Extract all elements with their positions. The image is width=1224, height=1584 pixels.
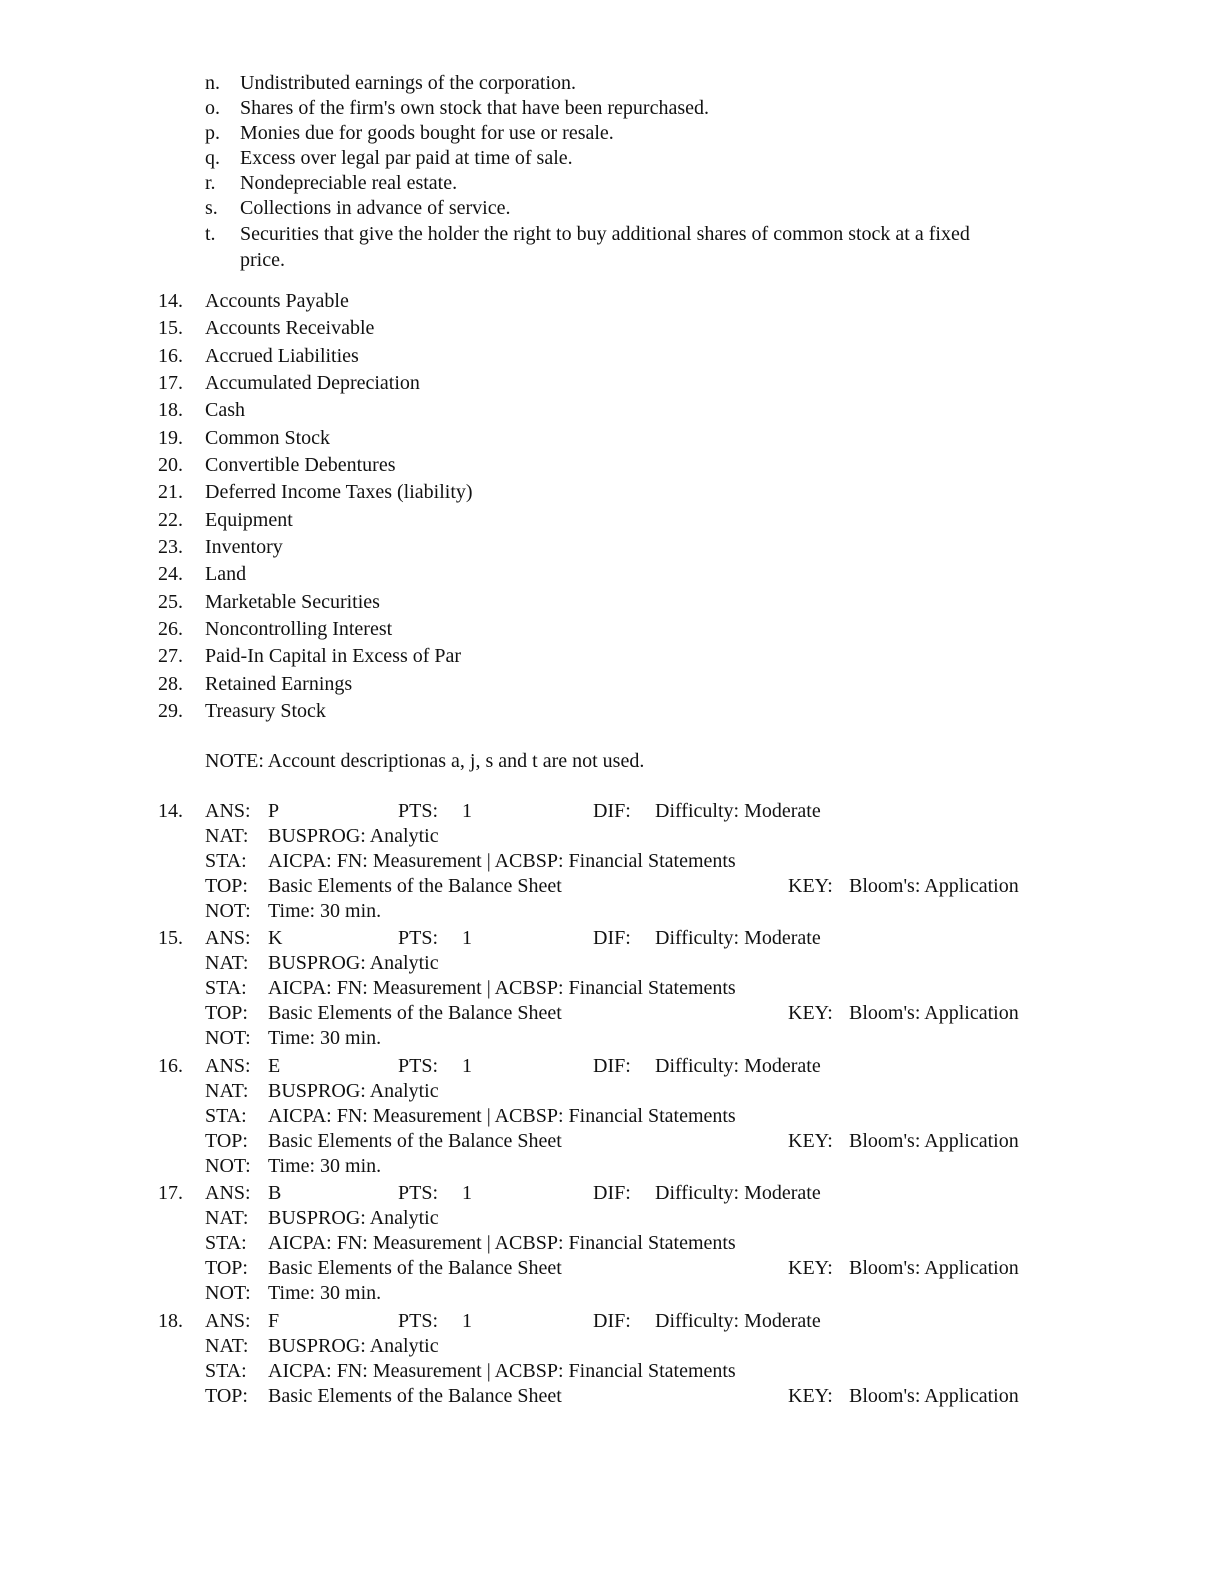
question-number: 16. — [158, 1055, 183, 1077]
question-number: 15. — [158, 927, 183, 949]
answer-block — [0, 925, 1224, 1053]
pts-label: PTS: — [398, 1310, 439, 1332]
not-label: NOT: — [205, 1282, 251, 1304]
description-text: Collections in advance of service. — [240, 197, 511, 219]
account-number: 28. — [158, 673, 183, 695]
top-value: Basic Elements of the Balance Sheet — [268, 1257, 562, 1279]
ans-label: ANS: — [205, 1055, 251, 1077]
sta-value: AICPA: FN: Measurement | ACBSP: Financial Statements — [268, 850, 736, 872]
account-number: 25. — [158, 591, 183, 613]
answer-block — [0, 798, 1224, 926]
nat-value: BUSPROG: Analytic — [268, 1207, 439, 1229]
pts-label: PTS: — [398, 800, 439, 822]
top-label: TOP: — [205, 1257, 248, 1279]
account-number: 22. — [158, 509, 183, 531]
not-value: Time: 30 min. — [268, 1155, 382, 1177]
account-number: 14. — [158, 290, 183, 312]
account-name: Cash — [205, 399, 245, 421]
account-number: 23. — [158, 536, 183, 558]
nat-value: BUSPROG: Analytic — [268, 1080, 439, 1102]
dif-value: Difficulty: Moderate — [655, 927, 821, 949]
key-value: Bloom's: Application — [849, 1002, 1019, 1024]
key-value: Bloom's: Application — [849, 875, 1019, 897]
top-value: Basic Elements of the Balance Sheet — [268, 875, 562, 897]
sta-label: STA: — [205, 1105, 247, 1127]
nat-label: NAT: — [205, 1335, 249, 1357]
account-number: 16. — [158, 345, 183, 367]
ans-value: K — [268, 927, 283, 949]
account-number: 18. — [158, 399, 183, 421]
answer-block — [0, 1053, 1224, 1181]
sta-label: STA: — [205, 1360, 247, 1382]
question-number: 17. — [158, 1182, 183, 1204]
top-value: Basic Elements of the Balance Sheet — [268, 1002, 562, 1024]
account-name: Treasury Stock — [205, 700, 326, 722]
pts-value: 1 — [462, 1310, 472, 1332]
ans-label: ANS: — [205, 800, 251, 822]
account-number: 17. — [158, 372, 183, 394]
top-label: TOP: — [205, 875, 248, 897]
sta-label: STA: — [205, 1232, 247, 1254]
description-text: Nondepreciable real estate. — [240, 172, 458, 194]
ans-label: ANS: — [205, 927, 251, 949]
top-label: TOP: — [205, 1385, 248, 1407]
question-number: 14. — [158, 800, 183, 822]
account-name: Equipment — [205, 509, 293, 531]
not-value: Time: 30 min. — [268, 1282, 382, 1304]
description-letter: p. — [205, 122, 220, 144]
ans-label: ANS: — [205, 1182, 251, 1204]
top-label: TOP: — [205, 1130, 248, 1152]
account-name: Common Stock — [205, 427, 331, 449]
dif-label: DIF: — [593, 927, 631, 949]
dif-label: DIF: — [593, 1182, 631, 1204]
not-value: Time: 30 min. — [268, 1027, 382, 1049]
question-number: 18. — [158, 1310, 183, 1332]
ans-label: ANS: — [205, 1310, 251, 1332]
key-label: KEY: — [788, 1130, 833, 1152]
account-number: 19. — [158, 427, 183, 449]
top-value: Basic Elements of the Balance Sheet — [268, 1130, 562, 1152]
key-label: KEY: — [788, 1002, 833, 1024]
ans-value: P — [268, 800, 280, 822]
sta-value: AICPA: FN: Measurement | ACBSP: Financial Statements — [268, 1232, 736, 1254]
nat-label: NAT: — [205, 825, 249, 847]
description-letter: r. — [205, 172, 216, 194]
dif-label: DIF: — [593, 1055, 631, 1077]
pts-value: 1 — [462, 1182, 472, 1204]
pts-value: 1 — [462, 927, 472, 949]
account-name: Accrued Liabilities — [205, 345, 359, 367]
answer-block — [0, 1180, 1224, 1308]
nat-value: BUSPROG: Analytic — [268, 825, 439, 847]
dif-value: Difficulty: Moderate — [655, 800, 821, 822]
sta-value: AICPA: FN: Measurement | ACBSP: Financial Statements — [268, 1360, 736, 1382]
description-text: Securities that give the holder the right to buy additional shares of common stock at a fixed price. — [240, 223, 970, 271]
description-text: Excess over legal par paid at time of sale. — [240, 147, 573, 169]
account-name: Accounts Payable — [205, 290, 349, 312]
not-label: NOT: — [205, 1155, 251, 1177]
key-label: KEY: — [788, 875, 833, 897]
account-number: 20. — [158, 454, 183, 476]
account-name: Inventory — [205, 536, 283, 558]
account-name: Convertible Debentures — [205, 454, 396, 476]
not-value: Time: 30 min. — [268, 900, 382, 922]
pts-label: PTS: — [398, 927, 439, 949]
nat-label: NAT: — [205, 1080, 249, 1102]
pts-value: 1 — [462, 800, 472, 822]
nat-value: BUSPROG: Analytic — [268, 952, 439, 974]
nat-label: NAT: — [205, 952, 249, 974]
description-letter: o. — [205, 97, 220, 119]
description-text: Monies due for goods bought for use or resale. — [240, 122, 614, 144]
dif-label: DIF: — [593, 1310, 631, 1332]
description-text: Shares of the firm's own stock that have been repurchased. — [240, 97, 710, 119]
note-text: NOTE: Account descriptionas a, j, s and t are not used. — [205, 750, 645, 772]
description-text: Undistributed earnings of the corporation. — [240, 72, 577, 94]
account-name: Marketable Securities — [205, 591, 380, 613]
pts-label: PTS: — [398, 1182, 439, 1204]
description-letter: s. — [205, 197, 218, 219]
dif-value: Difficulty: Moderate — [655, 1182, 821, 1204]
description-letter: t. — [205, 223, 216, 245]
sta-label: STA: — [205, 850, 247, 872]
ans-value: B — [268, 1182, 282, 1204]
key-value: Bloom's: Application — [849, 1385, 1019, 1407]
description-letter: q. — [205, 147, 220, 169]
account-name: Noncontrolling Interest — [205, 618, 393, 640]
dif-value: Difficulty: Moderate — [655, 1310, 821, 1332]
account-number: 24. — [158, 563, 183, 585]
account-number: 15. — [158, 317, 183, 339]
sta-value: AICPA: FN: Measurement | ACBSP: Financial Statements — [268, 1105, 736, 1127]
key-value: Bloom's: Application — [849, 1130, 1019, 1152]
not-label: NOT: — [205, 900, 251, 922]
dif-value: Difficulty: Moderate — [655, 1055, 821, 1077]
not-label: NOT: — [205, 1027, 251, 1049]
ans-value: F — [268, 1310, 280, 1332]
answer-block — [0, 1308, 1224, 1436]
account-name: Deferred Income Taxes (liability) — [205, 481, 473, 503]
account-name: Land — [205, 563, 247, 585]
pts-label: PTS: — [398, 1055, 439, 1077]
nat-value: BUSPROG: Analytic — [268, 1335, 439, 1357]
key-value: Bloom's: Application — [849, 1257, 1019, 1279]
ans-value: E — [268, 1055, 281, 1077]
account-name: Accumulated Depreciation — [205, 372, 420, 394]
dif-label: DIF: — [593, 800, 631, 822]
top-label: TOP: — [205, 1002, 248, 1024]
pts-value: 1 — [462, 1055, 472, 1077]
nat-label: NAT: — [205, 1207, 249, 1229]
account-name: Retained Earnings — [205, 673, 353, 695]
key-label: KEY: — [788, 1257, 833, 1279]
account-number: 27. — [158, 645, 183, 667]
account-number: 29. — [158, 700, 183, 722]
key-label: KEY: — [788, 1385, 833, 1407]
sta-label: STA: — [205, 977, 247, 999]
account-number: 21. — [158, 481, 183, 503]
account-name: Accounts Receivable — [205, 317, 375, 339]
account-name: Paid-In Capital in Excess of Par — [205, 645, 462, 667]
account-number: 26. — [158, 618, 183, 640]
description-letter: n. — [205, 72, 220, 94]
top-value: Basic Elements of the Balance Sheet — [268, 1385, 562, 1407]
sta-value: AICPA: FN: Measurement | ACBSP: Financial Statements — [268, 977, 736, 999]
